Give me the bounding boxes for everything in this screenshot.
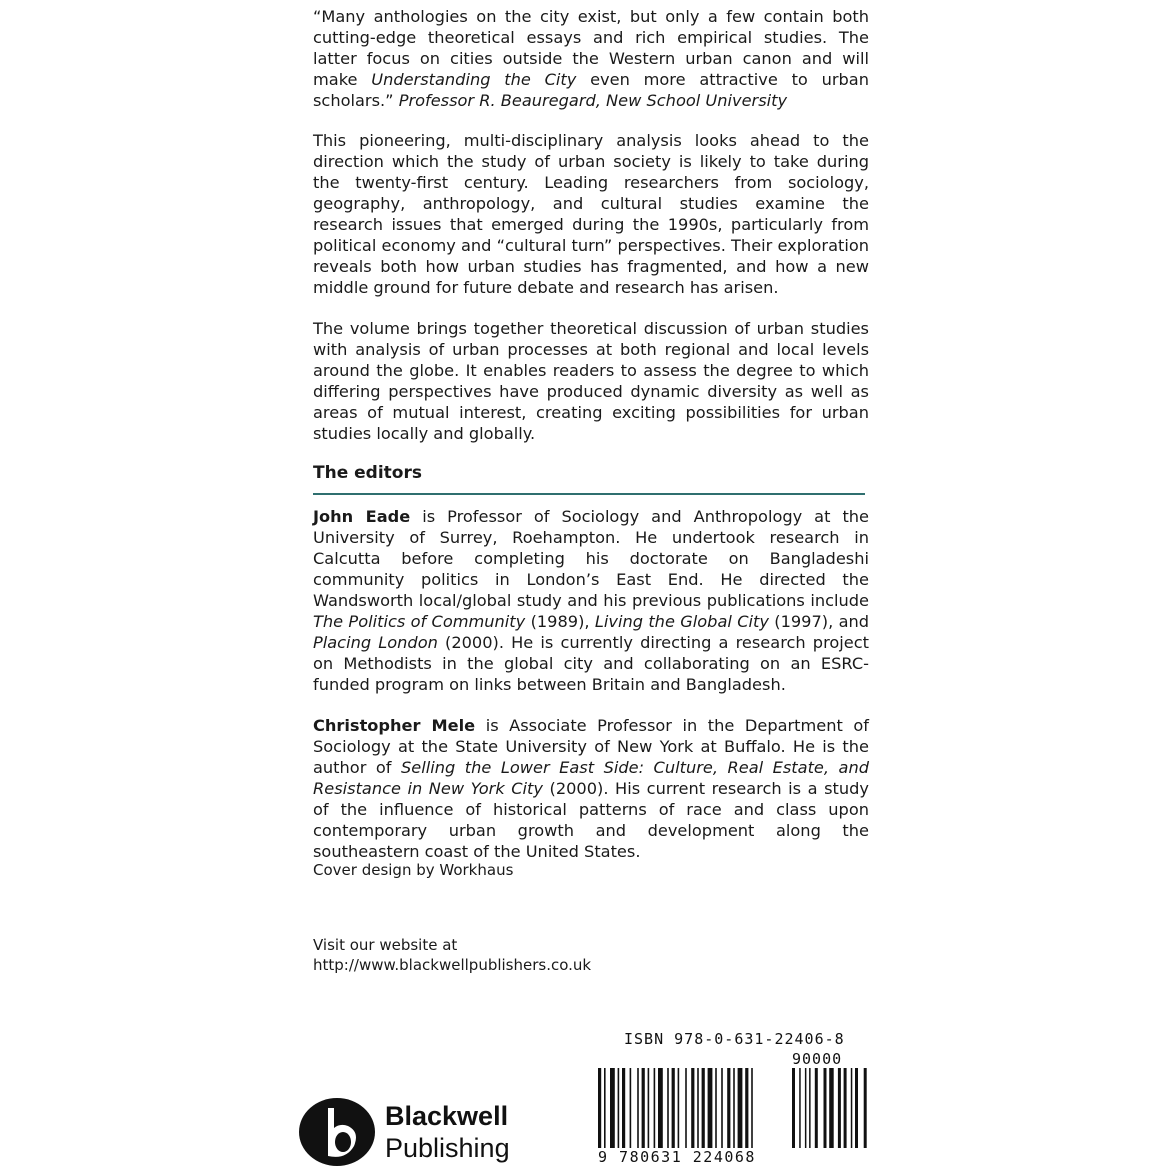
- bio-text: (2000). He is currently directing a research project on Methodists in the global city and collaborating on an ESRC-funded program on links between Britain and Bangladesh.: [313, 633, 869, 694]
- section-divider: [313, 493, 865, 495]
- editor-name: John Eade: [313, 507, 411, 526]
- website-block: [313, 935, 591, 975]
- publisher-name-line2: Publishing: [385, 1133, 510, 1163]
- bio-text: (2000). His current research is a study of the influence of historical patterns of race and class upon contemporary urban growth and development along the southeastern coast of the United States.: [313, 779, 870, 861]
- barcode-bar: [824, 1068, 827, 1148]
- cover-credit: Cover design by Workhaus: [313, 861, 514, 879]
- bio-text: (1997), and: [768, 612, 870, 631]
- editor-name: Christopher Mele: [313, 716, 476, 735]
- barcode-bar: [809, 1068, 811, 1148]
- website-url[interactable]: http://www.blackwellpublishers.co.uk: [313, 956, 592, 974]
- barcode-bar: [864, 1068, 867, 1148]
- volume-text: The volume brings together theoretical discussion of urban studies with analysis of urban processes at both regional and local levels around the globe. It enables readers to assess the degree to which differing perspectives have produced dynamic diversity as well as areas of mutual interest, creating exciting possibilities for urban studies locally and globally.: [313, 319, 869, 443]
- isbn-label: ISBN 978-0-631-22406-8: [624, 1030, 845, 1048]
- book-title: Selling the Lower East Side: Culture, Real Estate, and Resistance in New York City: [313, 758, 869, 798]
- barcode-bar: [855, 1068, 858, 1148]
- description-text: This pioneering, multi-disciplinary analysis looks ahead to the direction which the study of urban society is likely to take during the twenty-first century. Leading researchers from sociology, geography, anthropology, and cultural studies examine the research issues that emerged during the 1990s, particularly from political economy and “cultural turn” perspectives. Their exploration reveals both how urban studies has fragmented, and how a new middle ground for future debate and research has arisen.: [313, 131, 869, 297]
- barcode-bar: [792, 1068, 795, 1148]
- editor-bio-eade: [313, 506, 869, 695]
- barcode-bar: [838, 1068, 841, 1148]
- editors-heading: The editors: [313, 463, 422, 483]
- book-title: Placing London: [313, 633, 438, 652]
- bio-text: is Associate Professor in the Department of Sociology at the State University of New York at Buffalo. He is the author of: [313, 716, 869, 777]
- endorsement-quote: [313, 6, 869, 111]
- book-title: The Politics of Community: [313, 612, 526, 631]
- price-code: 90000: [792, 1050, 843, 1068]
- quote-book-title: Understanding the City: [371, 70, 577, 89]
- bio-text: is Professor of Sociology and Anthropology at the University of Surrey, Roehampton. He undertook research in Calcutta before completing his doctorate on Bangladeshi community politics in London’s East End. He directed the Wandsworth local/global study and his previous publications include: [313, 507, 870, 610]
- publisher-name: [385, 1100, 510, 1164]
- publisher-name-line1: Blackwell: [385, 1101, 509, 1131]
- volume-paragraph: [313, 318, 869, 444]
- barcode-bar: [844, 1068, 847, 1148]
- barcode-bar: [805, 1068, 807, 1148]
- barcode-bar: [829, 1068, 834, 1148]
- barcode-bar: [815, 1068, 818, 1148]
- barcode-bar: [799, 1068, 801, 1148]
- bio-text: (1989),: [525, 612, 595, 631]
- barcode-bar: [851, 1068, 853, 1148]
- quote-attribution: Professor R. Beauregard, New School University: [398, 91, 788, 110]
- description-paragraph: [313, 130, 869, 298]
- website-label: Visit our website at: [313, 936, 458, 954]
- quote-text: “Many anthologies on the city exist, but only a few contain both cutting-edge theoretical essays and rich empirical studies. The latter focus on cities outside the Western urban canon and will make: [313, 7, 869, 89]
- quote-text-end: even more attractive to urban scholars.”: [313, 70, 869, 110]
- editor-bio-mele: [313, 715, 869, 862]
- barcode-digits: 9 780631 224068: [598, 1148, 756, 1166]
- book-title: Living the Global City: [594, 612, 769, 631]
